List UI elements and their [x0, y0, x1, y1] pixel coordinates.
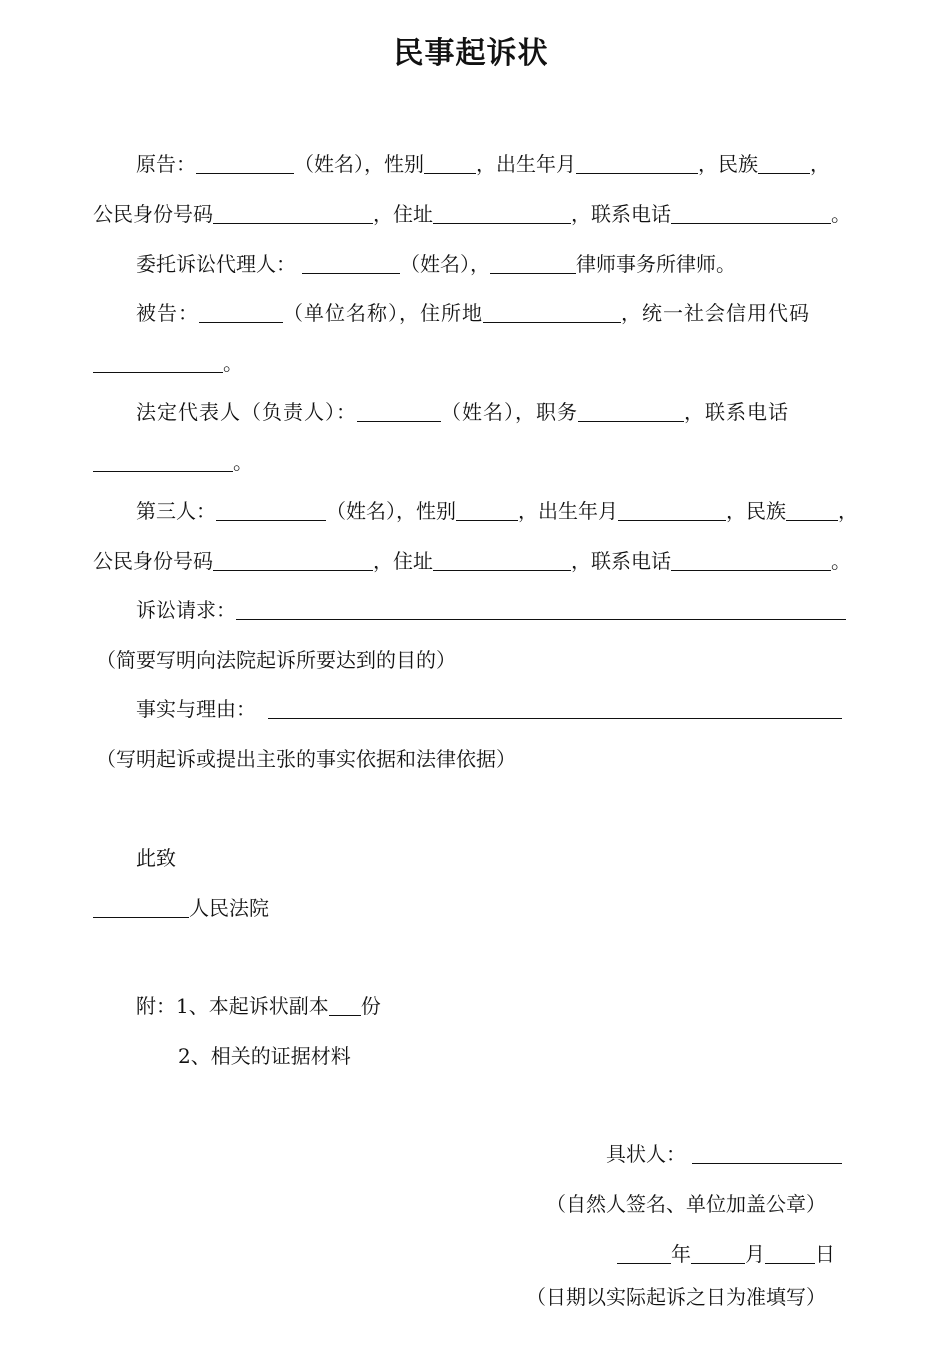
plaintiff-ethnic-blank[interactable] [758, 147, 810, 174]
third-party-id-blank[interactable] [213, 544, 373, 571]
agent-name-blank[interactable] [302, 247, 400, 274]
document-title: 民事起诉状 [393, 36, 549, 71]
legal-rep-position-blank[interactable] [578, 395, 684, 422]
claims-line [136, 593, 846, 627]
day-label: 日 [815, 1242, 835, 1266]
plaintiff-ethnic-label: ，民族 [698, 152, 758, 176]
plaintiff-phone-blank[interactable] [671, 197, 831, 224]
third-party-id-label: 公民身份号码 [93, 549, 213, 573]
defendant-address-blank[interactable] [483, 296, 621, 323]
defendant-unit-blank[interactable] [199, 296, 283, 323]
date-note: （日期以实际起诉之日为准填写） [526, 1285, 826, 1309]
attachment-item-2: 2、相关的证据材料 [178, 1044, 351, 1068]
third-party-label: 第三人： [136, 499, 216, 523]
third-party-birth-blank[interactable] [618, 494, 726, 521]
plaintiff-gender-blank[interactable] [424, 147, 476, 174]
plaintiff-period: 。 [831, 202, 851, 226]
agent-line [136, 247, 736, 281]
year-label: 年 [671, 1242, 691, 1266]
third-party-line-end: ， [838, 499, 858, 523]
defendant-credit-code-blank[interactable] [93, 346, 223, 373]
plaintiff-address-label: ，住址 [373, 202, 433, 226]
third-party-birth-label: ，出生年月 [518, 499, 618, 523]
year-blank[interactable] [617, 1237, 671, 1264]
claims-blank[interactable] [236, 593, 846, 620]
signatory-line [606, 1137, 842, 1171]
plaintiff-line-end: ， [810, 152, 830, 176]
plaintiff-name-hint: （姓名），性别 [294, 152, 424, 176]
facts-label: 事实与理由： [136, 697, 256, 721]
defendant-period: 。 [223, 351, 243, 375]
defendant-line-1 [136, 296, 810, 330]
agent-label: 委托诉讼代理人： [136, 252, 296, 276]
legal-rep-label: 法定代表人（负责人）： [136, 400, 357, 424]
defendant-credit-code-label: ，统一社会信用代码 [621, 301, 810, 325]
attachment-item-1-prefix: 附：1、本起诉状副本 [136, 994, 329, 1018]
attachment-item-1-suffix: 份 [360, 994, 381, 1018]
plaintiff-name-blank[interactable] [196, 147, 294, 174]
legal-rep-name-hint: （姓名），职务 [441, 400, 578, 424]
attachment-item-1 [136, 989, 381, 1023]
agent-firm-text: 律师事务所律师。 [576, 252, 736, 276]
third-party-address-blank[interactable] [433, 544, 571, 571]
court-suffix: 人民法院 [189, 896, 269, 920]
day-blank[interactable] [765, 1237, 815, 1264]
claims-label: 诉讼请求： [136, 598, 236, 622]
date-line [617, 1237, 835, 1271]
signatory-blank[interactable] [692, 1137, 842, 1164]
legal-rep-line-1 [136, 395, 789, 429]
facts-note: （写明起诉或提出主张的事实依据和法律依据） [96, 747, 516, 771]
salutation: 此致 [136, 846, 176, 870]
plaintiff-line-2 [93, 197, 851, 231]
agent-firm-blank[interactable] [490, 247, 576, 274]
third-party-name-blank[interactable] [216, 494, 326, 521]
plaintiff-line-1 [136, 147, 830, 181]
legal-rep-phone-label: ，联系电话 [684, 400, 789, 424]
plaintiff-address-blank[interactable] [433, 197, 571, 224]
third-party-period: 。 [831, 549, 851, 573]
claims-note: （简要写明向法院起诉所要达到的目的） [96, 648, 456, 672]
plaintiff-birth-label: ，出生年月 [476, 152, 576, 176]
court-name-blank[interactable] [93, 891, 189, 918]
third-party-phone-blank[interactable] [671, 544, 831, 571]
third-party-gender-blank[interactable] [456, 494, 518, 521]
agent-name-hint: （姓名）， [400, 252, 490, 276]
third-party-name-hint: （姓名），性别 [326, 499, 456, 523]
facts-blank[interactable] [268, 692, 842, 719]
legal-rep-period: 。 [233, 450, 253, 474]
third-party-line-2 [93, 544, 851, 578]
third-party-phone-label: ，联系电话 [571, 549, 671, 573]
plaintiff-id-label: 公民身份号码 [93, 202, 213, 226]
defendant-unit-hint: （单位名称），住所地 [283, 301, 483, 325]
signatory-label: 具状人： [606, 1142, 686, 1166]
plaintiff-birth-blank[interactable] [576, 147, 698, 174]
third-party-address-label: ，住址 [373, 549, 433, 573]
legal-rep-phone-blank[interactable] [93, 445, 233, 472]
defendant-line-2 [93, 346, 243, 380]
plaintiff-id-blank[interactable] [213, 197, 373, 224]
signature-note: （自然人签名、单位加盖公章） [546, 1192, 826, 1216]
third-party-ethnic-label: ，民族 [726, 499, 786, 523]
court-line [93, 891, 269, 925]
facts-line [136, 692, 842, 726]
defendant-label: 被告： [136, 301, 199, 325]
plaintiff-label: 原告： [136, 152, 196, 176]
third-party-ethnic-blank[interactable] [786, 494, 838, 521]
copies-count-blank[interactable] [329, 989, 361, 1016]
month-label: 月 [745, 1242, 765, 1266]
legal-rep-line-2 [93, 445, 253, 479]
month-blank[interactable] [691, 1237, 745, 1264]
third-party-line-1 [136, 494, 858, 528]
legal-rep-name-blank[interactable] [357, 395, 441, 422]
plaintiff-phone-label: ，联系电话 [571, 202, 671, 226]
